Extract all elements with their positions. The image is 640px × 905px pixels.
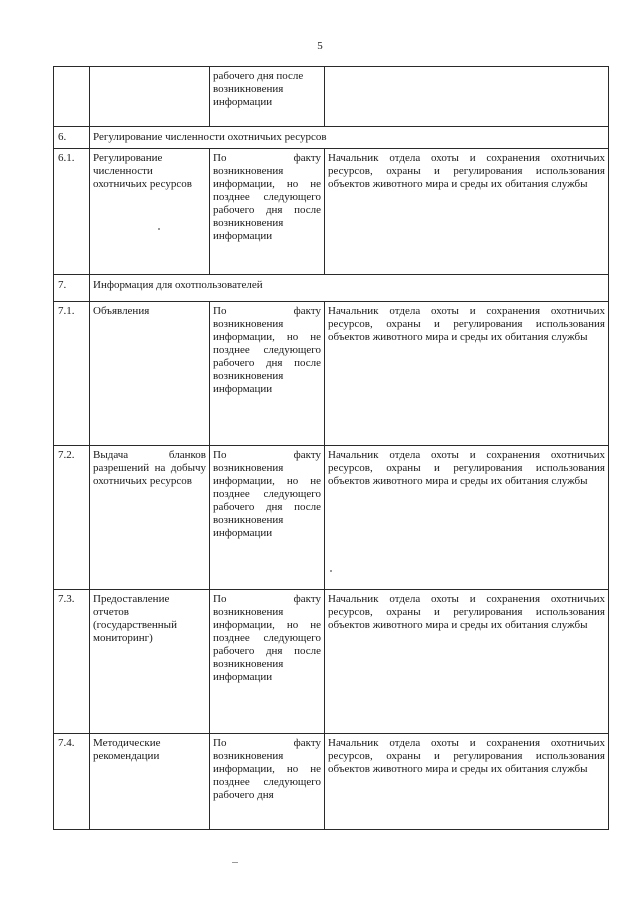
cell-responsible: Начальник отдела охоты и сохранения охотничьих ресурсов, охраны и регулирования использования объектов животного мира и среды их обитания службы bbox=[325, 446, 609, 590]
table-row bbox=[54, 149, 609, 275]
scan-speck bbox=[232, 862, 238, 863]
cell-num: 7.3. bbox=[54, 590, 90, 734]
cell-name: Выдача бланков разрешений на добычу охотничьих ресурсов bbox=[90, 446, 210, 590]
cell-name: Методические рекомендации bbox=[90, 734, 210, 830]
section-row bbox=[54, 275, 609, 302]
cell-responsible: Начальник отдела охоты и сохранения охотничьих ресурсов, охраны и регулирования использования объектов животного мира и среды их обитания службы bbox=[325, 734, 609, 830]
page-number: 5 bbox=[317, 40, 323, 52]
cell-term: По факту возникновения информации, но не позднее следующего рабочего дня после возникновения информации bbox=[210, 590, 325, 734]
cell-num bbox=[54, 67, 90, 127]
section-row bbox=[54, 127, 609, 149]
cell-name: Регулирование численности охотничьих ресурсов bbox=[90, 149, 210, 275]
cell-term: По факту возникновения информации, но не позднее следующего рабочего дня после возникновения информации bbox=[210, 302, 325, 446]
table-row bbox=[54, 446, 609, 590]
cell-term: По факту возникновения информации, но не позднее следующего рабочего дня после возникновения информации bbox=[210, 149, 325, 275]
cell-responsible bbox=[325, 67, 609, 127]
table-row bbox=[54, 590, 609, 734]
section-title: Регулирование численности охотничьих ресурсов bbox=[90, 127, 609, 149]
cell-term: рабочего дня после возникновения информации bbox=[210, 67, 325, 127]
info-table bbox=[53, 66, 609, 830]
scan-speck bbox=[158, 228, 160, 230]
cell-num: 7.1. bbox=[54, 302, 90, 446]
cell-term: По факту возникновения информации, но не позднее следующего рабочего дня после возникновения информации bbox=[210, 446, 325, 590]
cell-responsible: Начальник отдела охоты и сохранения охотничьих ресурсов, охраны и регулирования использования объектов животного мира и среды их обитания службы bbox=[325, 149, 609, 275]
table-row bbox=[54, 302, 609, 446]
cell-term: По факту возникновения информации, но не позднее следующего рабочего дня bbox=[210, 734, 325, 830]
cell-num: 6.1. bbox=[54, 149, 90, 275]
cell-name: Предоставление отчетов (государственный мониторинг) bbox=[90, 590, 210, 734]
table-row bbox=[54, 734, 609, 830]
cell-responsible: Начальник отдела охоты и сохранения охотничьих ресурсов, охраны и регулирования использования объектов животного мира и среды их обитания службы bbox=[325, 302, 609, 446]
cell-name bbox=[90, 67, 210, 127]
section-num: 7. bbox=[54, 275, 90, 302]
cell-responsible: Начальник отдела охоты и сохранения охотничьих ресурсов, охраны и регулирования использования объектов животного мира и среды их обитания службы bbox=[325, 590, 609, 734]
table-row-continuation bbox=[54, 67, 609, 127]
cell-num: 7.4. bbox=[54, 734, 90, 830]
cell-name: Объявления bbox=[90, 302, 210, 446]
scan-speck bbox=[330, 570, 332, 572]
section-title: Информация для охотпользователей bbox=[90, 275, 609, 302]
cell-num: 7.2. bbox=[54, 446, 90, 590]
section-num: 6. bbox=[54, 127, 90, 149]
